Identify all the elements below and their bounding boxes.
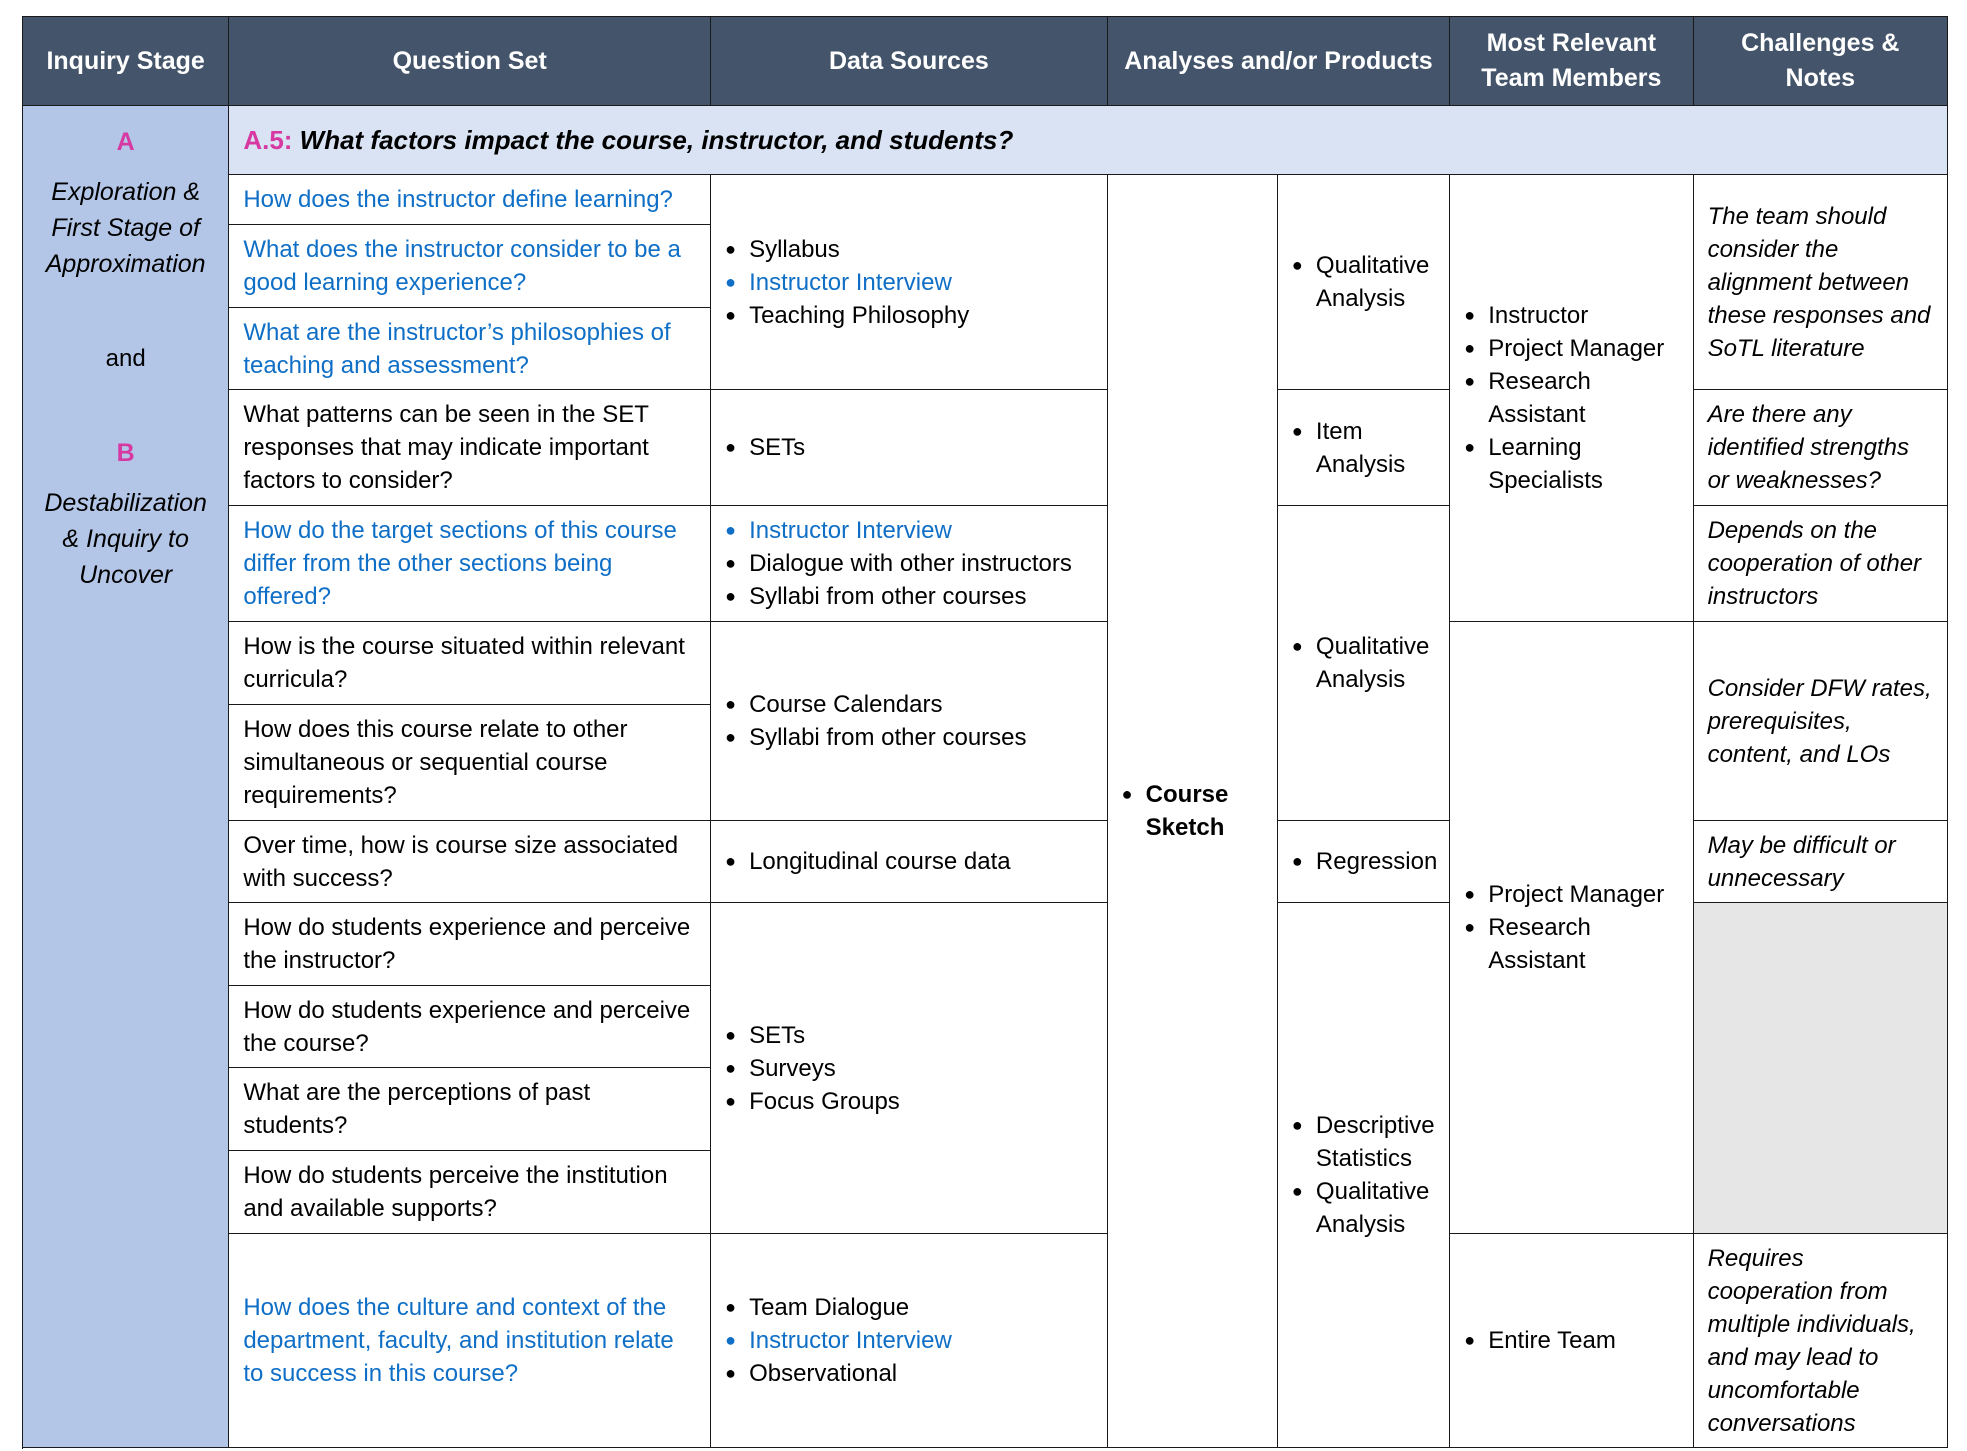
- section-title: What factors impact the course, instructor, and students?: [299, 124, 1014, 155]
- list-item: ● Syllabi from other courses: [725, 580, 1093, 613]
- list-item: ● Instructor Interview: [725, 266, 1093, 299]
- list-item: ● Instructor: [1464, 299, 1678, 332]
- header-question-set: Question Set: [229, 17, 711, 106]
- data-sources-list: [725, 688, 1093, 754]
- question-cell: What are the instructor’s philosophies of teaching and assessment?: [229, 308, 711, 390]
- team-cell: [1450, 175, 1693, 622]
- list-item: ● Project Manager: [1464, 878, 1678, 911]
- analysis-list: [1292, 1109, 1435, 1241]
- analysis-list: [1292, 845, 1438, 878]
- table-row: [23, 175, 1948, 225]
- analysis-cell: [1277, 390, 1449, 506]
- analysis-list: [1292, 249, 1435, 315]
- list-item: ● Regression: [1292, 845, 1435, 878]
- product-cell: [1107, 175, 1277, 1448]
- list-item: ● Teaching Philosophy: [725, 299, 1093, 332]
- stage-letter-a: A: [116, 128, 135, 156]
- stage-letter-b: B: [116, 439, 135, 467]
- list-item: ● Team Dialogue: [725, 1291, 1093, 1324]
- header-row: [23, 17, 1948, 106]
- note-cell: Depends on the cooperation of other instructors: [1693, 506, 1947, 622]
- list-item: ● Surveys: [725, 1052, 1093, 1085]
- list-item: ● Qualitative Analysis: [1292, 249, 1435, 315]
- note-cell: Requires cooperation from multiple individuals, and may lead to uncomfortable conversations: [1693, 1234, 1947, 1448]
- list-item: ● Research Assistant: [1464, 365, 1678, 431]
- data-sources-list: [725, 233, 1093, 332]
- list-item: ● SETs: [725, 1019, 1093, 1052]
- data-sources-cell: [711, 506, 1108, 622]
- data-sources-list: [725, 1019, 1093, 1118]
- data-sources-cell: [711, 390, 1108, 506]
- data-sources-cell: [711, 821, 1108, 903]
- list-item: ● Qualitative Analysis: [1292, 630, 1435, 696]
- product-list: [1122, 778, 1263, 844]
- team-list: [1464, 1324, 1678, 1357]
- list-item: ● Syllabi from other courses: [725, 721, 1093, 754]
- question-cell: How do students experience and perceive the course?: [229, 986, 711, 1068]
- question-cell: What does the instructor consider to be a good learning experience?: [229, 225, 711, 308]
- inquiry-stage-cell: [23, 106, 229, 1448]
- data-sources-cell: [711, 175, 1108, 390]
- note-cell: Consider DFW rates, prerequisites, content, and LOs: [1693, 622, 1947, 821]
- stage-description-a: Exploration & First Stage of Approximation: [45, 178, 206, 278]
- inquiry-table-document: [22, 16, 1948, 1448]
- list-item: ● Longitudinal course data: [725, 845, 1093, 878]
- list-item: ● Descriptive Statistics: [1292, 1109, 1435, 1175]
- analysis-cell: [1277, 506, 1449, 821]
- list-item: ● SETs: [725, 431, 1093, 464]
- question-cell: What patterns can be seen in the SET responses that may indicate important factors to consider?: [229, 390, 711, 506]
- list-item: ● Observational: [725, 1357, 1093, 1390]
- data-sources-cell: [711, 1234, 1108, 1448]
- list-item: ● Course Calendars: [725, 688, 1093, 721]
- analysis-cell: [1277, 175, 1449, 390]
- team-cell: [1450, 1234, 1693, 1448]
- question-cell: How do students experience and perceive the instructor?: [229, 903, 711, 986]
- data-sources-list: [725, 1291, 1093, 1390]
- list-item: ● Syllabus: [725, 233, 1093, 266]
- list-item: ● Instructor Interview: [725, 1324, 1093, 1357]
- analysis-list: [1292, 415, 1435, 481]
- question-cell: What are the perceptions of past students?: [229, 1068, 711, 1151]
- question-cell: How do students perceive the institution and available supports?: [229, 1151, 711, 1234]
- data-sources-cell: [711, 622, 1108, 821]
- list-item: ● Instructor Interview: [725, 514, 1093, 547]
- team-list: [1464, 299, 1678, 497]
- team-cell: [1450, 622, 1693, 1234]
- question-cell: How is the course situated within relevant curricula?: [229, 622, 711, 705]
- header-challenges: Challenges & Notes: [1693, 17, 1947, 106]
- list-item: ● Dialogue with other instructors: [725, 547, 1093, 580]
- analysis-cell: [1277, 903, 1449, 1448]
- question-cell: How does the culture and context of the department, faculty, and institution relate to success in this course?: [229, 1234, 711, 1448]
- note-cell: Are there any identified strengths or weaknesses?: [1693, 390, 1947, 506]
- list-item: ● Focus Groups: [725, 1085, 1093, 1118]
- note-cell: May be difficult or unnecessary: [1693, 821, 1947, 903]
- data-sources-cell: [711, 903, 1108, 1234]
- list-item: ● Qualitative Analysis: [1292, 1175, 1435, 1241]
- data-sources-list: [725, 514, 1093, 613]
- analysis-cell: [1277, 821, 1449, 903]
- list-item: ● Research Assistant: [1464, 911, 1678, 977]
- inquiry-table: [22, 16, 1948, 1448]
- stage-description-b: Destabilization & Inquiry to Uncover: [44, 489, 207, 589]
- section-title-cell: [229, 106, 1948, 175]
- list-item: ● Entire Team: [1464, 1324, 1678, 1357]
- note-cell: The team should consider the alignment between these responses and SoTL literature: [1693, 175, 1947, 390]
- analysis-list: [1292, 630, 1435, 696]
- empty-note-cell: [1693, 903, 1947, 1234]
- data-sources-list: [725, 845, 1093, 878]
- question-cell: Over time, how is course size associated with success?: [229, 821, 711, 903]
- list-item: ● Project Manager: [1464, 332, 1678, 365]
- question-cell: How does the instructor define learning?: [229, 175, 711, 225]
- question-cell: How do the target sections of this course differ from the other sections being offered?: [229, 506, 711, 622]
- section-row: [23, 106, 1948, 175]
- question-cell: How does this course relate to other simultaneous or sequential course requirements?: [229, 705, 711, 821]
- list-item: ● Learning Specialists: [1464, 431, 1678, 497]
- stage-and: and: [105, 345, 146, 372]
- data-sources-list: [725, 431, 1093, 464]
- header-inquiry-stage: Inquiry Stage: [23, 17, 229, 106]
- header-data-sources: Data Sources: [711, 17, 1108, 106]
- team-list: [1464, 878, 1678, 977]
- list-item: ● Item Analysis: [1292, 415, 1435, 481]
- product-course-sketch: ● Course Sketch: [1122, 778, 1263, 844]
- table-row: [23, 622, 1948, 705]
- table-row: [23, 1234, 1948, 1448]
- section-code: A.5:: [243, 124, 293, 155]
- header-analyses: Analyses and/or Products: [1107, 17, 1450, 106]
- header-team-members: Most Relevant Team Members: [1450, 17, 1693, 106]
